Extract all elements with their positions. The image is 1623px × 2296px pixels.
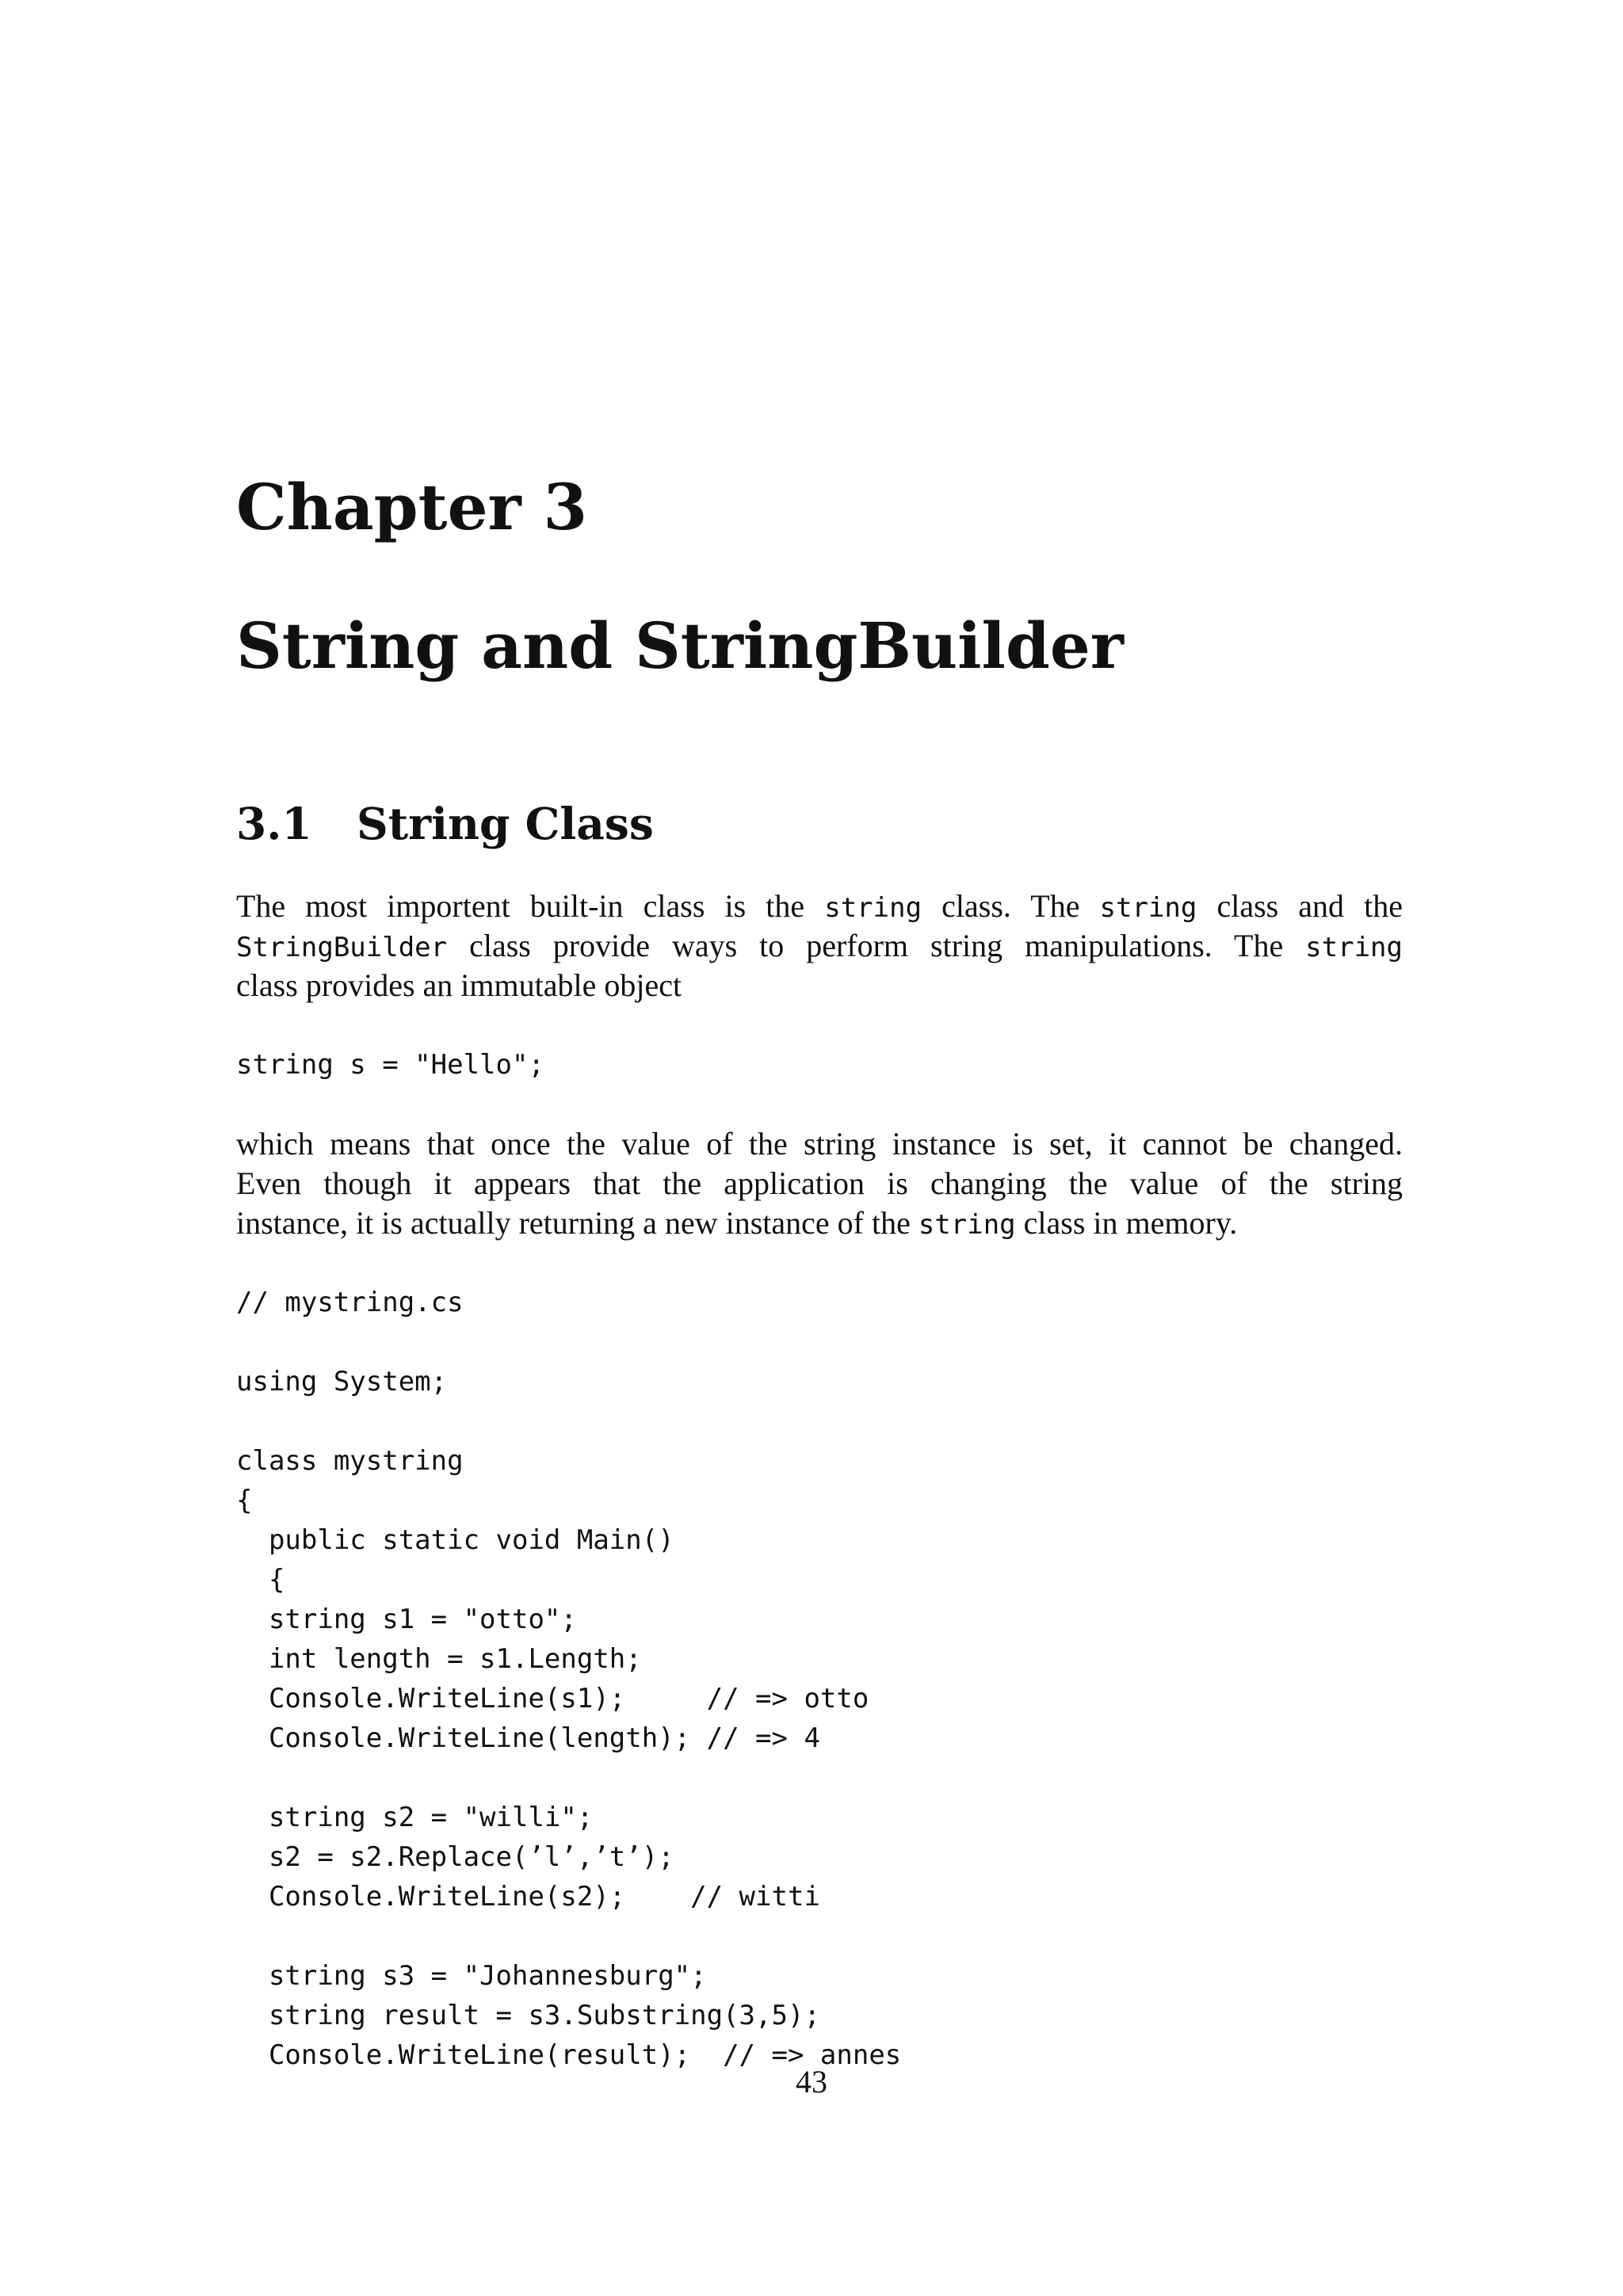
code-line: Console.WriteLine(length); // => 4: [236, 1722, 820, 1754]
page-number: 43: [796, 2064, 827, 2100]
code-line: Console.WriteLine(s1); // => otto: [236, 1683, 869, 1714]
code-line: class mystring: [236, 1445, 464, 1477]
text-run: class in memory.: [1015, 1205, 1238, 1241]
text-run: class provide ways to perform string manipulations. The: [447, 928, 1306, 963]
code-line: string s2 = "willi";: [236, 1802, 594, 1833]
inline-code: string: [1305, 932, 1403, 963]
text-run: The most importent built-in class is the: [236, 888, 825, 924]
text-run: class. The: [922, 888, 1100, 924]
text-run: class and the: [1197, 888, 1403, 924]
code-line: {: [236, 1485, 253, 1516]
inline-code: string: [918, 1209, 1016, 1241]
chapter-label: Chapter 3: [236, 470, 588, 544]
code-line: Console.WriteLine(s2); // witti: [236, 1881, 820, 1913]
chapter-title: String and StringBuilder: [236, 608, 1124, 683]
code-line: Console.WriteLine(result); // => annes: [236, 2039, 902, 2071]
inline-code: StringBuilder: [236, 932, 448, 963]
paragraph-1-line-2: [236, 926, 1403, 966]
paragraph-2-line-3: [236, 1203, 1403, 1243]
paragraph-2-line-2: Even though it appears that the application is changing the value of the string: [236, 1165, 1403, 1201]
code-line: int length = s1.Length;: [236, 1643, 642, 1675]
inline-code: string: [1099, 892, 1197, 924]
code-line: string s1 = "otto";: [236, 1604, 577, 1635]
inline-code: string: [824, 892, 922, 924]
code-line: s2 = s2.Replace(’l’,’t’);: [236, 1841, 674, 1873]
code-line: {: [236, 1564, 285, 1596]
section-title: String Class: [357, 798, 654, 849]
section-heading: [236, 798, 654, 849]
code-line: using System;: [236, 1366, 448, 1398]
paragraph-1-line-1: [236, 887, 1403, 926]
code-line: string s3 = "Johannesburg";: [236, 1960, 707, 1992]
text-run: instance, it is actually returning a new instance of the: [236, 1205, 918, 1241]
section-number: 3.1: [236, 798, 312, 849]
paragraph-2-line-1: which means that once the value of the string instance is set, it cannot be changed.: [236, 1126, 1403, 1161]
code-line: // mystring.cs: [236, 1287, 464, 1318]
code-snippet: string s = "Hello";: [236, 1049, 544, 1081]
paragraph-1-line-3: class provides an immutable object: [236, 967, 682, 1003]
code-line: string result = s3.Substring(3,5);: [236, 2000, 820, 2031]
code-line: public static void Main(): [236, 1524, 674, 1556]
